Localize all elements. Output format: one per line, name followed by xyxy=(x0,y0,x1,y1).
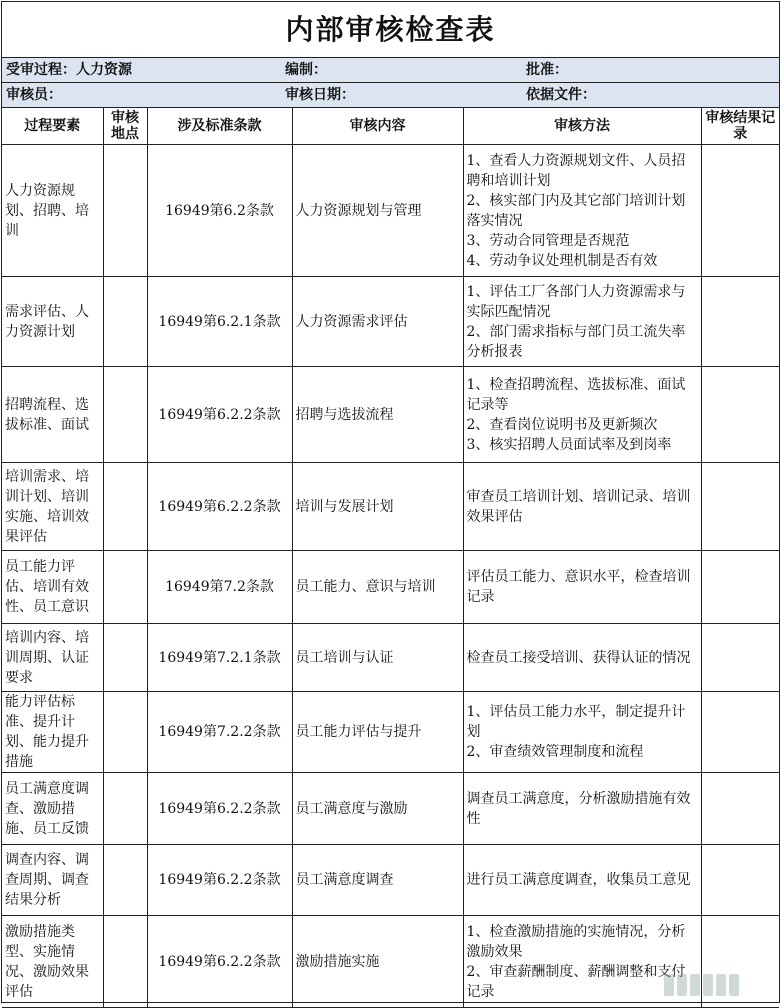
audit-result-cell xyxy=(701,551,779,624)
audit-method-cell xyxy=(463,845,701,916)
audit-content-cell: 员工能力评估与提升 xyxy=(292,692,463,773)
audit-location-cell xyxy=(103,692,147,773)
audit-table xyxy=(2,108,779,1008)
audit-method-line: 2、审查绩效管理制度和流程 xyxy=(466,744,644,760)
process-element-cell: 激励措施类型、实施情况、激励效果评估 xyxy=(2,916,103,1008)
prepared-by-label: 编制： xyxy=(285,62,327,78)
standard-clause-cell: 16949第6.2.2条款 xyxy=(147,773,292,845)
process-element-cell: 员工满意度调查、激励措施、员工反馈 xyxy=(2,773,103,845)
audit-location-cell xyxy=(103,773,147,845)
audit-content-cell: 员工能力、意识与培训 xyxy=(292,551,463,624)
standard-clause-cell: 16949第7.2条款 xyxy=(147,551,292,624)
audit-method-line: 2、部门需求指标与部门员工流失率分析报表 xyxy=(466,323,686,360)
audit-method-line: 调查员工满意度，分析激励措施有效性 xyxy=(466,790,691,827)
audit-content-cell: 人力资源需求评估 xyxy=(292,277,463,367)
audit-content-cell: 员工满意度与激励 xyxy=(292,773,463,845)
audit-method-cell xyxy=(463,624,701,692)
audit-result-cell xyxy=(701,692,779,773)
audit-content-cell: 员工满意度调查 xyxy=(292,845,463,916)
header-standard-clause: 涉及标准条款 xyxy=(147,108,292,145)
process-element-cell: 培训需求、培训计划、培训实施、培训效果评估 xyxy=(2,463,103,551)
table-row xyxy=(2,916,779,1008)
auditor-label: 审核员： xyxy=(6,87,62,103)
audit-method-line: 1、检查激励措施的实施情况，分析激励效果 xyxy=(466,923,686,960)
audit-method-line: 3、核实招聘人员面试率及到岗率 xyxy=(466,436,672,453)
audited-process-label: 受审过程：人力资源 xyxy=(6,62,132,78)
header-audit-content: 审核内容 xyxy=(292,108,463,145)
header-audit-location: 审核地点 xyxy=(103,108,147,145)
audit-method-line: 4、劳动争议处理机制是否有效 xyxy=(466,252,658,269)
audit-result-cell xyxy=(701,845,779,916)
table-row xyxy=(2,845,779,916)
audit-method-cell xyxy=(463,773,701,845)
audit-location-cell xyxy=(103,916,147,1008)
audit-result-cell xyxy=(701,773,779,845)
audit-method-line: 1、查看人力资源规划文件、人员招聘和培训计划 xyxy=(466,152,686,189)
audit-result-cell xyxy=(701,463,779,551)
table-row xyxy=(2,463,779,551)
audit-location-cell xyxy=(103,845,147,916)
header-process-element: 过程要素 xyxy=(2,108,103,145)
watermark-icon xyxy=(664,974,739,996)
audit-location-cell xyxy=(103,145,147,277)
audit-method-line: 2、核实部门内及其它部门培训计划落实情况 xyxy=(466,192,686,229)
audit-method-line: 2、审查薪酬制度、薪酬调整和支付记录 xyxy=(466,963,686,1000)
audit-content-cell: 员工培训与认证 xyxy=(292,624,463,692)
audit-date-label: 审核日期： xyxy=(285,87,355,103)
table-row xyxy=(2,692,779,773)
audit-content-cell: 人力资源规划与管理 xyxy=(292,145,463,277)
audit-method-cell xyxy=(463,463,701,551)
audit-result-cell xyxy=(701,277,779,367)
table-row xyxy=(2,145,779,277)
header-audit-result: 审核结果记录 xyxy=(701,108,779,145)
audit-content-cell: 培训与发展计划 xyxy=(292,463,463,551)
table-row xyxy=(2,773,779,845)
audit-location-cell xyxy=(103,463,147,551)
standard-clause-cell: 16949第7.2.1条款 xyxy=(147,624,292,692)
audit-result-cell xyxy=(701,367,779,463)
audit-content-cell: 激励措施实施 xyxy=(292,916,463,1008)
audit-result-cell xyxy=(701,145,779,277)
audit-result-cell xyxy=(701,624,779,692)
audit-content-cell: 招聘与选拔流程 xyxy=(292,367,463,463)
audit-method-line: 3、劳动合同管理是否规范 xyxy=(466,232,630,249)
audit-checklist-sheet xyxy=(1,1,780,1003)
table-row xyxy=(2,624,779,692)
audit-method-line: 1、评估员工能力水平，制定提升计划 xyxy=(466,704,686,740)
process-element-cell: 能力评估标准、提升计划、能力提升措施 xyxy=(2,692,103,773)
audit-method-cell xyxy=(463,692,701,773)
approved-by-label: 批准： xyxy=(526,62,568,78)
audit-method-line: 审查员工培训计划、培训记录、培训效果评估 xyxy=(466,488,691,525)
standard-clause-cell: 16949第7.2.2条款 xyxy=(147,692,292,773)
audit-method-cell xyxy=(463,367,701,463)
standard-clause-cell: 16949第6.2.2条款 xyxy=(147,845,292,916)
process-element-cell: 人力资源规划、招聘、培训 xyxy=(2,145,103,277)
audit-location-cell xyxy=(103,624,147,692)
standard-clause-cell: 16949第6.2.2条款 xyxy=(147,463,292,551)
process-element-cell: 需求评估、人力资源计划 xyxy=(2,277,103,367)
page-title: 内部审核检查表 xyxy=(2,2,779,58)
audit-method-line: 2、查看岗位说明书及更新频次 xyxy=(466,416,658,433)
info-row-process xyxy=(2,58,779,83)
info-row-auditor xyxy=(2,83,779,108)
standard-clause-cell: 16949第6.2.2条款 xyxy=(147,916,292,1008)
audit-method-line: 1、检查招聘流程、选拔标准、面试记录等 xyxy=(466,376,686,413)
header-audit-method: 审核方法 xyxy=(463,108,701,145)
audit-method-cell xyxy=(463,145,701,277)
audit-method-line: 1、评估工厂各部门人力资源需求与实际匹配情况 xyxy=(466,283,686,320)
audit-method-line: 检查员工接受培训、获得认证的情况 xyxy=(466,649,691,666)
audit-method-cell xyxy=(463,277,701,367)
standard-clause-cell: 16949第6.2条款 xyxy=(147,145,292,277)
table-row xyxy=(2,367,779,463)
audit-method-line: 进行员工满意度调查，收集员工意见 xyxy=(466,872,691,888)
table-body xyxy=(2,145,779,1008)
audit-location-cell xyxy=(103,277,147,367)
standard-clause-cell: 16949第6.2.1条款 xyxy=(147,277,292,367)
process-element-cell: 培训内容、培训周期、认证要求 xyxy=(2,624,103,692)
standard-clause-cell: 16949第6.2.2条款 xyxy=(147,367,292,463)
process-element-cell: 招聘流程、选拔标准、面试 xyxy=(2,367,103,463)
audit-location-cell xyxy=(103,551,147,624)
audit-location-cell xyxy=(103,367,147,463)
table-header-row xyxy=(2,108,779,145)
table-row xyxy=(2,551,779,624)
process-element-cell: 员工能力评估、培训有效性、员工意识 xyxy=(2,551,103,624)
audit-method-cell xyxy=(463,551,701,624)
basis-document-label: 依据文件： xyxy=(526,87,596,103)
table-row xyxy=(2,277,779,367)
audit-method-line: 评估员工能力、意识水平，检查培训记录 xyxy=(466,569,691,605)
process-element-cell: 调查内容、调查周期、调查结果分析 xyxy=(2,845,103,916)
